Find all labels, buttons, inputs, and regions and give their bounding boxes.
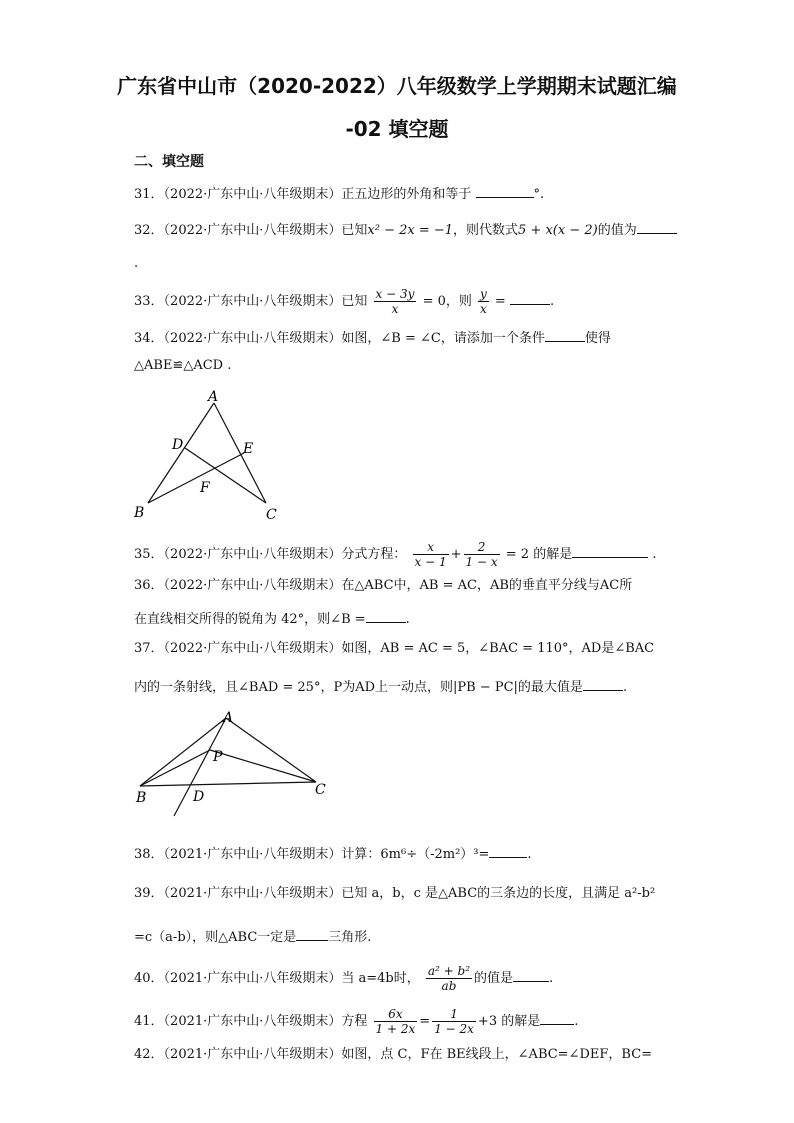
segment-ac <box>226 718 316 782</box>
q33-answer-blank[interactable] <box>510 290 550 305</box>
q35-eq: = 2 的解是 <box>505 547 573 562</box>
q40-suffix-text: 的值是 <box>474 971 514 986</box>
label-d: D <box>172 437 184 453</box>
q34-suffix: 使得 <box>584 331 611 346</box>
q40-tail: . <box>549 971 554 986</box>
q33-fraction-1: $\frac{x - 3y}{x}$ <box>375 287 415 316</box>
q41-suffix: . <box>574 1014 579 1029</box>
q37-line2-text: 内的一条射线，且∠BAD = 25°，P为AD上一动点，则|PB − PC|的最大值是 <box>134 680 583 695</box>
label-b: B <box>136 790 147 806</box>
question-33 <box>134 287 554 316</box>
triangle-figure-abe-acd <box>130 385 290 525</box>
q35-text: 35．（2022·广东中山·八年级期末）分式方程： <box>134 547 407 562</box>
q32-text: 32．（2022·广东中山·八年级期末）已知 <box>134 223 368 238</box>
q36-line2-text: 在直线相交所得的锐角为 42°，则∠B = <box>134 612 366 627</box>
q41-text: 41．（2021·广东中山·八年级期末）方程 <box>134 1014 368 1029</box>
q33-fraction-2: $\frac{y}{x}$ <box>480 287 487 316</box>
q33-eq: = <box>494 294 506 309</box>
label-c: C <box>266 507 277 523</box>
q32-tail: . <box>134 256 139 271</box>
q31-suffix: °. <box>533 187 545 202</box>
q37-answer-blank[interactable] <box>583 676 623 691</box>
q36-line2 <box>134 608 410 629</box>
segment-cd <box>185 448 266 503</box>
q38-text: 38．（2021·广东中山·八年级期末）计算：6m⁶÷（-2m²）³= <box>134 847 490 862</box>
q35-fraction-2: $\frac{2}{1 - x}$ <box>465 540 498 569</box>
q39-line2 <box>134 926 371 947</box>
question-32 <box>134 219 677 240</box>
q40-fraction: $\frac{\text{a² + b²}}{ab}$ <box>427 964 471 993</box>
q34-line2: △ABE≌△ACD . <box>134 358 232 373</box>
question-34 <box>134 327 611 348</box>
q38-suffix: . <box>527 847 532 862</box>
label-p: P <box>213 749 223 765</box>
q40-text: 40．（2021·广东中山·八年级期末）当 a=4b时， <box>134 971 420 986</box>
q35-suffix: . <box>652 547 657 562</box>
triangle-figure-abc-ray <box>130 708 340 823</box>
q32-expr: x² − 2x = −1 <box>367 223 454 238</box>
q41-eq: = <box>419 1014 431 1029</box>
label-a: A <box>208 389 219 405</box>
q37-line2 <box>134 676 627 697</box>
q35-plus: + <box>450 547 462 562</box>
q39-suffix: 三角形. <box>328 930 372 945</box>
q32-expr2: 5 + x(x − 2) <box>518 223 598 238</box>
q38-answer-blank[interactable] <box>489 843 527 858</box>
segment-bc <box>140 782 316 786</box>
segment-pc <box>210 750 316 782</box>
label-d: D <box>193 789 205 805</box>
question-38 <box>134 843 532 864</box>
q35-fraction-1: $\frac{x}{x - 1}$ <box>414 540 447 569</box>
label-e: E <box>243 441 254 457</box>
document-title-line1: 广东省中山市（2020-2022）八年级数学上学期期末试题汇编 <box>117 74 677 98</box>
q39-answer-blank[interactable] <box>296 926 328 941</box>
question-37: 37．（2022·广东中山·八年级期末）如图，AB = AC = 5，∠BAC = 110°，AD是∠BAC <box>134 641 655 656</box>
q36-answer-blank[interactable] <box>366 608 406 623</box>
q34-text: 34．（2022·广东中山·八年级期末）如图，∠B = ∠C，请添加一个条件 <box>134 331 545 346</box>
question-35 <box>134 540 657 569</box>
q33-eq0: = 0，则 <box>422 294 472 309</box>
q33-suffix: . <box>549 294 555 309</box>
section-heading: 二、填空题 <box>134 154 204 170</box>
label-c: C <box>315 782 326 798</box>
label-b: B <box>134 505 145 521</box>
question-36: 36．（2022·广东中山·八年级期末）在△ABC中，AB = AC，AB的垂直平分线与AC所 <box>134 578 633 593</box>
segment-ac <box>214 403 266 503</box>
q36-suffix: . <box>405 612 410 627</box>
question-40 <box>134 964 553 993</box>
q33-text: 33．（2022·广东中山·八年级期末）已知 <box>134 294 368 309</box>
q32-suffix: 的值为 <box>597 223 637 238</box>
q41-plus3: +3 的解是 <box>477 1014 541 1029</box>
q41-fraction-1: $\frac{6x}{1 + 2x}$ <box>375 1007 416 1036</box>
q31-text: 31．（2022·广东中山·八年级期末）正五边形的外角和等于 <box>134 187 472 202</box>
q31-answer-blank[interactable] <box>476 183 534 198</box>
q37-suffix: . <box>622 680 628 695</box>
label-f: F <box>200 480 210 496</box>
question-41 <box>134 1007 578 1036</box>
q40-answer-blank[interactable] <box>513 967 549 982</box>
q34-answer-blank[interactable] <box>545 327 585 342</box>
question-39: 39．（2021·广东中山·八年级期末）已知 a，b，c 是△ABC的三条边的长度，且满足 a²-b² <box>134 886 656 901</box>
label-a: A <box>223 710 234 726</box>
question-42: 42．（2021·广东中山·八年级期末）如图，点 C，F在 BE线段上，∠ABC=∠DEF，BC= <box>134 1047 653 1062</box>
document-title-line2: -02 填空题 <box>345 117 449 141</box>
q39-line2-text: =c（a-b），则△ABC一定是 <box>134 930 297 945</box>
q32-mid: ，则代数式 <box>453 223 519 238</box>
question-31 <box>134 183 544 204</box>
q32-answer-blank[interactable] <box>637 219 677 234</box>
q41-answer-blank[interactable] <box>540 1010 574 1025</box>
q41-fraction-2: $\frac{1}{1 - 2x}$ <box>434 1007 474 1036</box>
q35-answer-blank[interactable] <box>572 543 648 558</box>
